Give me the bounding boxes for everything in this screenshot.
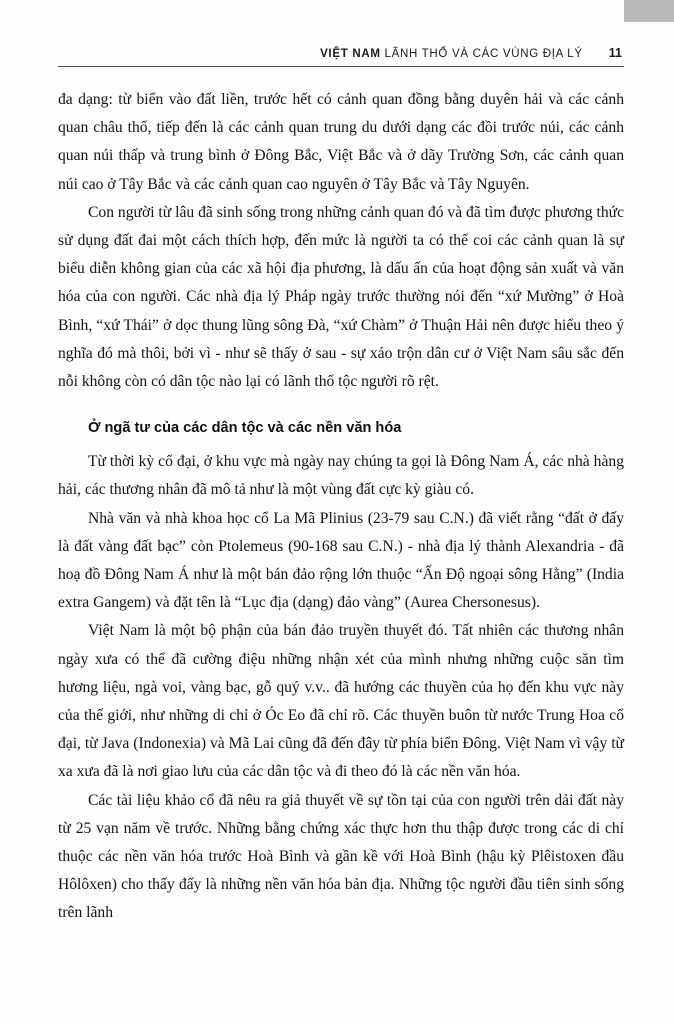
page-header [58, 38, 622, 60]
page-body [58, 86, 624, 928]
paragraph: Con người từ lâu đã sinh sống trong những cảnh quan đó và đã tìm được phương thức sử dụng đất đai một cách thích hợp, đến mức là người ta có thể coi các cảnh quan là sự biểu diễn không gian của các xã hội địa phương, là dấu ấn của hoạt động sản xuất và văn hóa của con người. Các nhà địa lý Pháp ngày trước thường nói đến “xứ Mường” ở Hoà Bình, “xứ Thái” ở dọc thung lũng sông Đà, “xứ Chàm” ở Thuận Hải nên được hiểu theo ý nghĩa đó mà thôi, bởi vì - như sẽ thấy ở sau - sự xáo trộn dân cư ở Việt Nam sâu sắc đến nỗi không còn có dân tộc nào lại có lãnh thổ tộc người rõ rệt. [58, 203, 624, 391]
page-number: 11 [608, 46, 622, 60]
header-title-strong: VIỆT NAM [320, 48, 381, 60]
paragraph: Các tài liệu khảo cổ đã nêu ra giả thuyết về sự tồn tại của con người trên dải đất này từ 25 vạn năm về trước. Những bằng chứng xác thực hơn thu thập được trong các di chỉ thuộc các nền văn hóa trước Hoà Bình và gần kề với Hoà Bình (hậu kỳ Plêistoxen đầu Hôlôxen) cho thấy đấy là những nền văn hóa bản địa. Những tộc người đầu tiên sinh sống trên lãnh [58, 791, 624, 922]
corner-decoration-block [624, 0, 674, 22]
header-divider [58, 66, 624, 67]
header-title-rest: LÃNH THỔ VÀ CÁC VÙNG ĐỊA LÝ [384, 48, 583, 60]
paragraph: Nhà văn và nhà khoa học cổ La Mã Plinius (23-79 sau C.N.) đã viết rằng “đất ở đấy là đất vàng đất bạc” còn Ptolemeus (90-168 sau C.N.) - nhà địa lý thành Alexandria - đã hoạ đồ Đông Nam Á như là một bán đảo rộng lớn thuộc “Ấn Độ ngoại sông Hằng” (India extra Gangem) và đặt tên là “Lục địa (dạng) đảo vàng” (Aurea Chersonesus). [58, 509, 624, 612]
paragraph: Từ thời kỳ cổ đại, ở khu vực mà ngày nay chúng ta gọi là Đông Nam Á, các nhà hàng hải, các thương nhân đã mô tả như là một vùng đất cực kỳ giàu có. [58, 453, 624, 499]
header-title [320, 48, 583, 60]
section-heading: Ở ngã tư của các dân tộc và các nền văn hóa [88, 420, 402, 437]
paragraph: Việt Nam là một bộ phận của bán đảo truyền thuyết đó. Tất nhiên các thương nhân ngày xưa có thể đã cường điệu những nhận xét của mình nhưng những cuộc săn tìm hương liệu, ngà voi, vàng bạc, gỗ quý v.v.. đã hướng các thuyền của họ đến khu vực này của thế giới, như những di chỉ ở Óc Eo đã chỉ rõ. Các thuyền buôn từ nước Trung Hoa cổ đại, từ Java (Indonexia) và Mã Lai cũng đã đến đây từ phía biển Đông. Việt Nam vì vậy từ xa xưa đã là nơi giao lưu của các dân tộc và đi theo đó là các nền văn hóa. [58, 622, 624, 781]
paragraph: đa dạng: từ biển vào đất liền, trước hết có cảnh quan đồng bằng duyên hải và các cảnh quan châu thổ, tiếp đến là các cảnh quan trung du dưới dạng các đồi trước núi, các cảnh quan núi thấp và trung bình ở Đông Bắc, Việt Bắc và ở dãy Trường Sơn, các cảnh quan núi cao ở Tây Bắc và các cảnh quan cao nguyên ở Tây Bắc và Tây Nguyên. [58, 91, 624, 193]
